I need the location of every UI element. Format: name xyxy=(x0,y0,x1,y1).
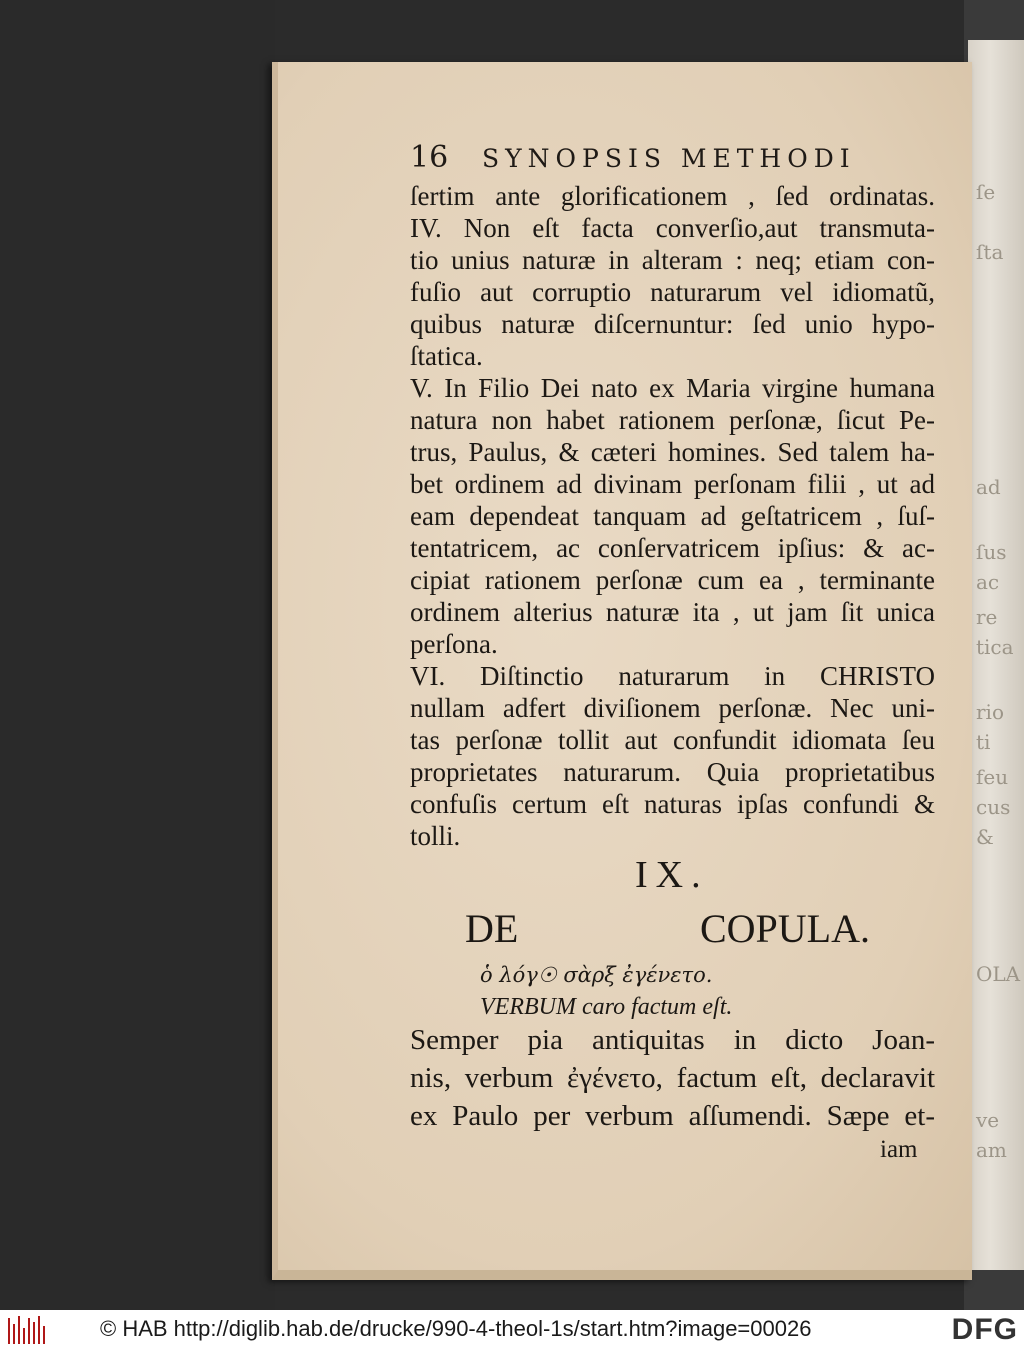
facing-page-fragment: ad xyxy=(976,475,1001,499)
text-line: Semper pia antiquitas in dicto Joan- xyxy=(410,1024,935,1056)
chapter-number: IX. xyxy=(635,854,709,896)
text-line: quibus naturæ diſcernuntur: ſed unio hypo- xyxy=(410,309,935,339)
page-number: 16 xyxy=(410,140,449,175)
facing-page-fragment: OLA xyxy=(976,962,1021,986)
chapter-title: DE COPULA. xyxy=(465,906,870,951)
text-line: V. In Filio Dei nato ex Maria virgine humana xyxy=(410,373,935,403)
text-line: eam dependeat tanquam ad geſtatricem , ſuſ- xyxy=(410,501,935,531)
facing-page-fragment: feu xyxy=(976,765,1009,789)
text-line: tolli. xyxy=(410,821,461,851)
text-line: nis, verbum ἐγένετο, factum eſt, declaravit xyxy=(410,1062,935,1094)
facing-page-fragment: ſus xyxy=(976,540,1007,564)
text-line: nullam adfert diviſionem perſonæ. Nec uni- xyxy=(410,693,935,723)
facing-page-fragment: ve xyxy=(976,1108,1000,1132)
text-line: ex Paulo per verbum aſſumendi. Sæpe et- xyxy=(410,1100,935,1132)
hab-logo-icon xyxy=(6,1316,48,1344)
scanner-backdrop-left xyxy=(0,0,275,1310)
text-line: VI. Diſtinctio naturarum in CHRISTO xyxy=(410,661,935,691)
dfg-logo: DFG xyxy=(951,1313,1018,1346)
facing-page-fragment: ac xyxy=(976,570,1000,594)
text-line: proprietates naturarum. Quia proprietatibus xyxy=(410,757,935,787)
text-line: tentatricem, ac conſervatricem ipſius: & ac- xyxy=(410,533,935,563)
facing-page-fragment: rio xyxy=(976,700,1004,724)
catchword: iam xyxy=(880,1136,918,1163)
running-head xyxy=(410,140,940,178)
facing-page-fragment: cus xyxy=(976,795,1011,819)
text-line: IV. Non eſt facta converſio,aut transmuta- xyxy=(410,213,935,243)
text-line: ſertim ante glorificationem , ſed ordinatas. xyxy=(410,181,935,211)
viewer-footer xyxy=(0,1310,1024,1349)
text-line: tio unius naturæ in alteram : neq; etiam con- xyxy=(410,245,935,275)
facing-page-fragment: ſta xyxy=(976,240,1004,264)
text-line: natura non habet rationem perſonæ, ſicut Pe- xyxy=(410,405,935,435)
text-line: tas perſonæ tollit aut confundit idiomata ſeu xyxy=(410,725,935,755)
text-line: bet ordinem ad divinam perſonam filii , ut ad xyxy=(410,469,935,499)
text-line: perſona. xyxy=(410,629,498,659)
text-line: ſtatica. xyxy=(410,341,483,371)
text-line: confuſis certum eſt naturas ipſas confundi & xyxy=(410,789,935,819)
facing-page-fragment: & xyxy=(976,825,994,849)
facing-page-fragment: am xyxy=(976,1138,1007,1162)
facing-page-fragment: re xyxy=(976,605,998,629)
latin-quotation: VERBUM caro factum eſt. xyxy=(480,994,733,1020)
text-line: ordinem alterius naturæ ita , ut jam ſit unica xyxy=(410,597,935,627)
facing-page-fragment: ſe xyxy=(976,180,996,204)
greek-quotation: ὁ λόγ☉ σὰρξ ἐγένετο. xyxy=(480,963,713,987)
text-line: trus, Paulus, & cæteri homines. Sed talem ha- xyxy=(410,437,935,467)
facing-page-fragment: ti xyxy=(976,730,991,754)
source-url[interactable]: © HAB http://diglib.hab.de/drucke/990-4-theol-1s/start.htm?image=00026 xyxy=(100,1316,812,1341)
text-line: fuſio aut corruptio naturarum vel idiomatũ, xyxy=(410,277,935,307)
running-title: SYNOPSIS METHODI xyxy=(482,144,856,173)
text-line: cipiat rationem perſonæ cum ea , terminante xyxy=(410,565,935,595)
facing-page-fragment: tica xyxy=(976,635,1014,659)
facing-page-edge xyxy=(968,40,1024,1270)
